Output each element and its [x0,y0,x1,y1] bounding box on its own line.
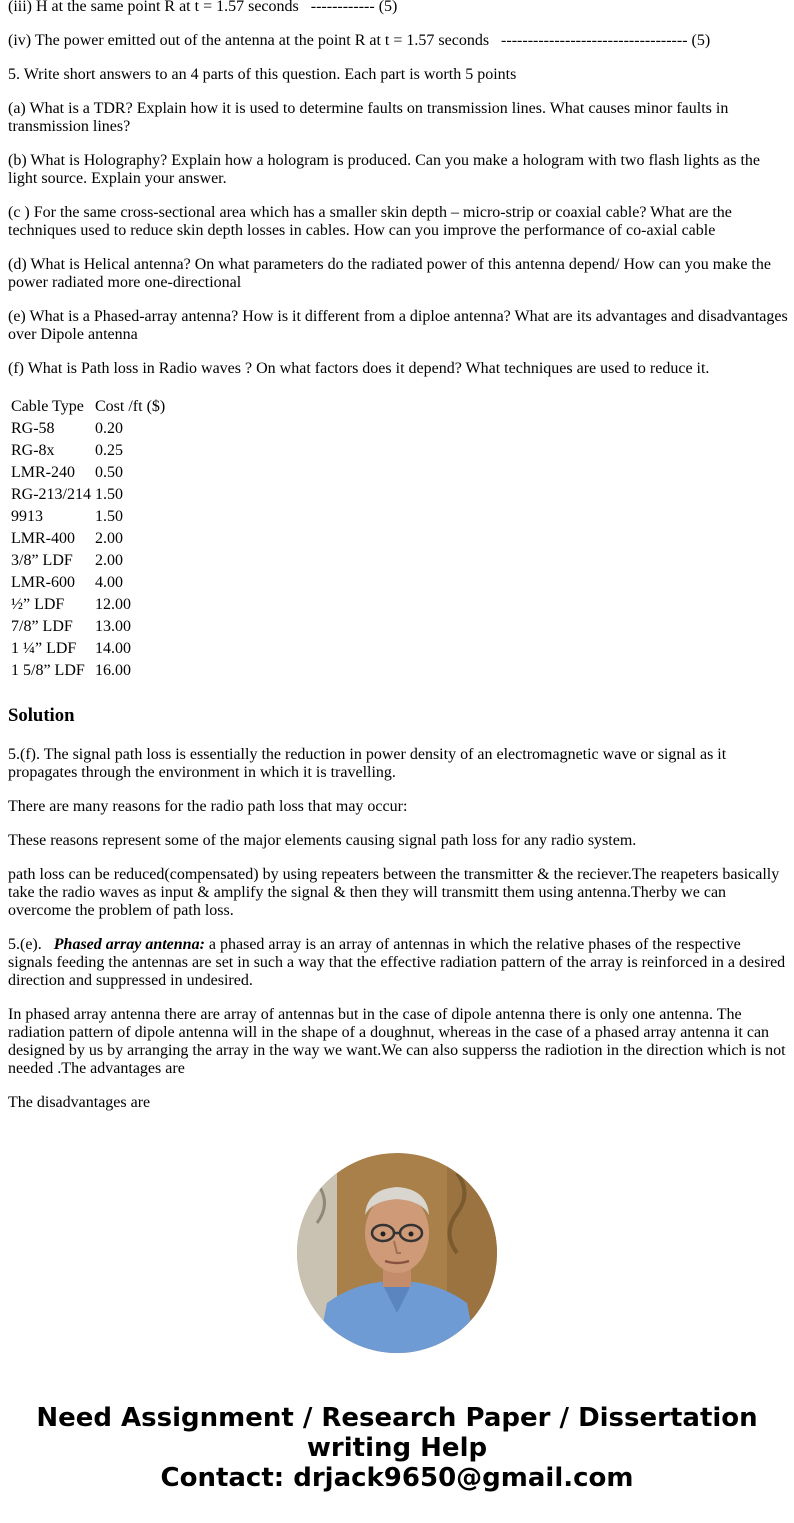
cable-cost-cell: 2.00 [95,552,123,569]
question-5d: (d) What is Helical antenna? On what parameters do the radiated power of this antenna depend/ How can you make the power radiated more one-directional [8,256,771,291]
table-row [10,639,166,659]
cable-cost-cell: 16.00 [95,662,131,679]
question-3-iii: (iii) H at the same point R at t = 1.57 seconds ------------ (5) [8,0,398,15]
table-row [10,463,166,483]
question-3-iv: (iv) The power emitted out of the antenna at the point R at t = 1.57 seconds ----------------------------------- (5) [8,32,711,49]
cable-cost-cell: 13.00 [95,618,131,635]
cable-type-cell: RG-8x [11,442,55,459]
cable-type-cell: 9913 [11,508,43,525]
solution-paragraph-2: There are many reasons for the radio path loss that may occur: [8,798,408,815]
cable-cost-cell: 1.50 [95,508,123,525]
solution-5e-prefix: 5.(e). [8,936,54,953]
solution-paragraph-5 [8,936,788,990]
cable-cost-cell: 12.00 [95,596,131,613]
cable-type-cell: ½” LDF [11,596,65,613]
cable-cost-cell: 0.25 [95,442,123,459]
cable-type-cell: RG-213/214 [11,486,91,503]
promo-line-2: writing Help [306,1433,488,1463]
question-5b: (b) What is Holography? Explain how a hologram is produced. Can you make a hologram with two flash lights as the light source. Explain your answer. [8,152,760,187]
document-body [8,0,788,1128]
cable-type-cell: 1 5/8” LDF [11,662,85,679]
solution-paragraph-4: path loss can be reduced(compensated) by using repeaters between the transmitter & the reciever.The reapeters basically take the radio waves as input & amplify the signal & then they will transmitt them using antenna.Therby we can overcome the problem of path loss. [8,866,780,919]
table-row [10,573,166,593]
author-avatar [297,1153,497,1353]
question-5c: (c ) For the same cross-sectional area which has a smaller skin depth – micro-strip or coaxial cable? What are the techniques used to reduce skin depth losses in cables. How can you improve the performance of co-axial cable [8,204,732,239]
solution-paragraph-7: The disadvantages are [8,1094,151,1111]
table-row [10,617,166,637]
solution-paragraph-6: In phased array antenna there are array of antennas but in the case of dipole antenna there is only one antenna. The radiation pattern of dipole antenna will in the shape of a doughnut, whereas in the case of a phased array antenna it can designed by us by arranging the array in the way we want.We can also supperss the radiotion in the direction which is not needed .The advantages are [8,1006,786,1077]
question-5a: (a) What is a TDR? Explain how it is used to determine faults on transmission lines. What causes minor faults in transmission lines? [8,100,729,135]
cable-cost-cell: 1.50 [95,486,123,503]
question-5-intro: 5. Write short answers to an 4 parts of this question. Each part is worth 5 points [8,66,517,83]
cable-cost-cell: 4.00 [95,574,123,591]
cable-type-cell: RG-58 [11,420,55,437]
table-row [10,441,166,461]
table-row [10,551,166,571]
table-row [10,485,166,505]
promo-banner [0,1403,794,1493]
promo-contact-line: Contact: drjack9650@gmail.com [160,1463,634,1493]
cable-type-cell: LMR-400 [11,530,75,547]
table-header-cell: Cost /ft ($) [95,398,166,415]
cable-type-cell: LMR-600 [11,574,75,591]
table-row [10,419,166,439]
cable-cost-cell: 0.50 [95,464,123,481]
cable-type-cell: 1 ¼” LDF [11,640,77,657]
table-header-cell: Cable Type [11,398,84,415]
question-5f: (f) What is Path loss in Radio waves ? On what factors does it depend? What techniques are used to reduce it. [8,360,710,377]
question-5e: (e) What is a Phased-array antenna? How is it different from a diploe antenna? What are its advantages and disadvantages over Dipole antenna [8,308,788,343]
promo-line-1: Need Assignment / Research Paper / Dissertation [36,1403,758,1433]
table-row [10,661,166,681]
cable-cost-table [8,395,168,683]
cable-type-cell: 7/8” LDF [11,618,73,635]
solution-5e-definition: a phased array is an array of antennas in which the relative phases of the respective signals feeding the antennas are set in such a way that the effective radiation pattern of the array is reinforced in a desired direction and suppressed in undesired. [8,936,786,989]
author-portrait-image [297,1153,497,1353]
cable-type-cell: LMR-240 [11,464,75,481]
table-row [10,507,166,527]
table-row [10,595,166,615]
cable-cost-cell: 0.20 [95,420,123,437]
cable-cost-cell: 14.00 [95,640,131,657]
phased-array-term: Phased array antenna: [53,936,205,953]
solution-paragraph-1: 5.(f). The signal path loss is essentially the reduction in power density of an electromagnetic wave or signal as it propagates through the environment in which it is travelling. [8,746,727,781]
solution-heading: Solution [8,705,75,726]
cable-cost-cell: 2.00 [95,530,123,547]
table-row [10,529,166,549]
table-header-row [10,397,166,417]
cable-type-cell: 3/8” LDF [11,552,73,569]
solution-paragraph-3: These reasons represent some of the major elements causing signal path loss for any radio system. [8,832,637,849]
